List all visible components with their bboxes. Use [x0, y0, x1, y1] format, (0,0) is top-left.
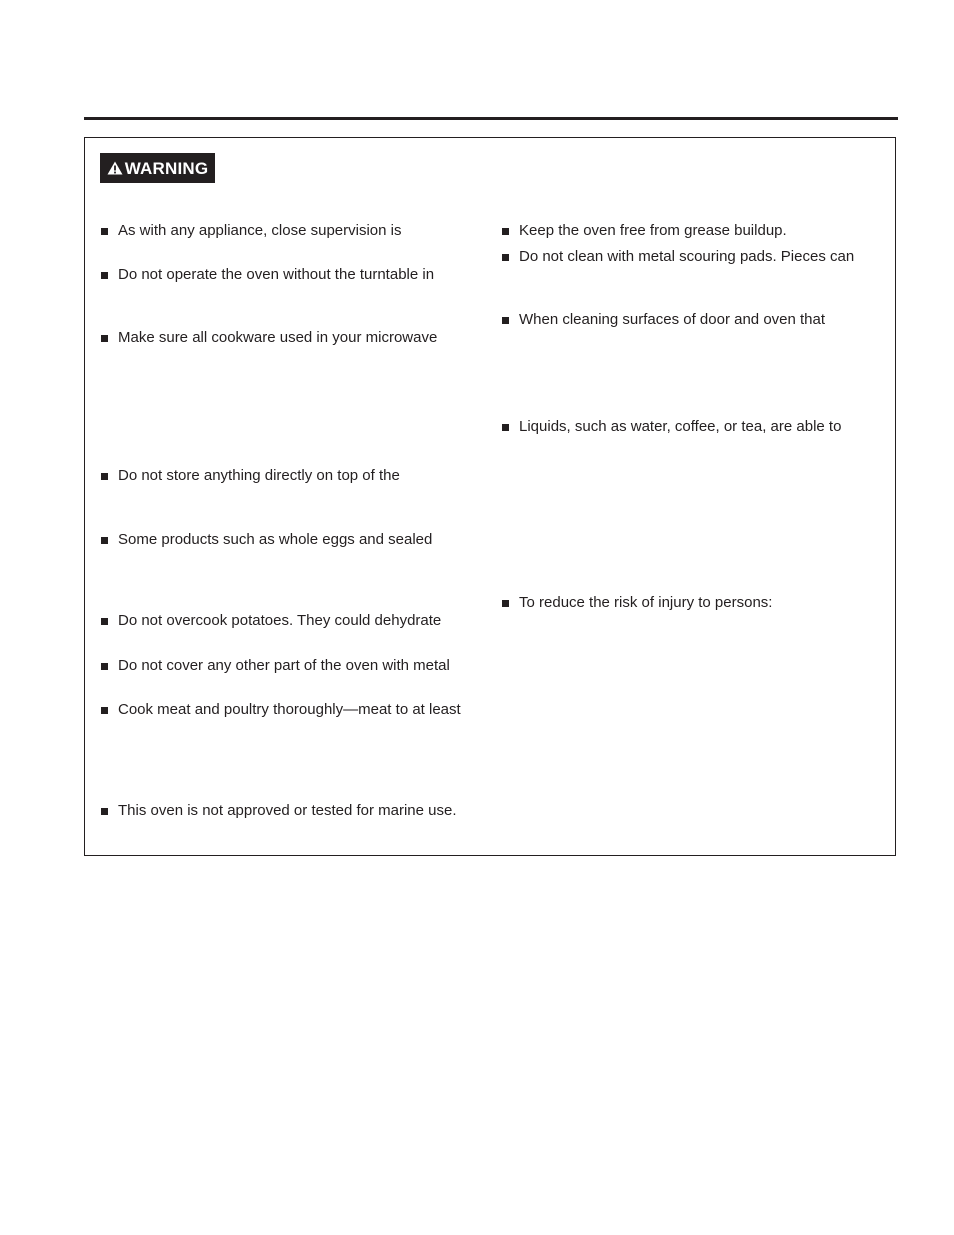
list-item-text: Make sure all cookware used in your microwave [118, 329, 438, 346]
bullet-square [101, 663, 108, 670]
list-item [502, 222, 787, 240]
bullet-square [502, 254, 509, 261]
bullet-square [101, 335, 108, 342]
list-item [101, 612, 441, 630]
list-item-text: Do not operate the oven without the turntable in [118, 266, 435, 283]
bullet-square [101, 228, 108, 235]
warning-triangle-icon [107, 161, 123, 175]
list-item [101, 329, 437, 347]
list-item [502, 248, 854, 266]
list-item [101, 701, 461, 719]
list-item [101, 467, 400, 485]
list-item [502, 311, 825, 329]
list-item-text: This oven is not approved or tested for marine use. [118, 802, 457, 819]
bullet-square [101, 707, 108, 714]
list-item-text: Do not overcook potatoes. They could dehydrate [118, 612, 442, 629]
list-item [502, 594, 772, 612]
bullet-square [101, 808, 108, 815]
list-item-text: To reduce the risk of injury to persons: [519, 594, 773, 611]
list-item-text: Do not cover any other part of the oven with metal [118, 657, 450, 674]
list-item-text: When cleaning surfaces of door and oven that [519, 311, 826, 328]
list-item [101, 266, 434, 284]
list-item-text: Liquids, such as water, coffee, or tea, are able to [519, 418, 842, 435]
warning-box [84, 137, 896, 856]
bullet-square [101, 272, 108, 279]
list-item-text: Cook meat and poultry thoroughly—meat to at least [118, 701, 461, 718]
bullet-square [502, 424, 509, 431]
bullet-square [101, 537, 108, 544]
bullet-square [502, 600, 509, 607]
bullet-square [502, 317, 509, 324]
list-item [101, 657, 450, 675]
warning-label: WARNING [124, 158, 209, 178]
warning-badge [100, 153, 215, 183]
list-item-text: Do not clean with metal scouring pads. Pieces can [519, 248, 855, 265]
bullet-square [101, 618, 108, 625]
list-item-text: Keep the oven free from grease buildup. [519, 222, 787, 239]
list-item-text: Do not store anything directly on top of the [118, 467, 400, 484]
list-item [502, 418, 841, 436]
list-item-text: Some products such as whole eggs and sealed [118, 531, 433, 548]
list-item-text: As with any appliance, close supervision is [118, 222, 402, 239]
list-item [101, 222, 401, 240]
bullet-square [101, 473, 108, 480]
header-rule [84, 117, 898, 120]
list-item [101, 802, 457, 820]
bullet-square [502, 228, 509, 235]
list-item [101, 531, 432, 549]
